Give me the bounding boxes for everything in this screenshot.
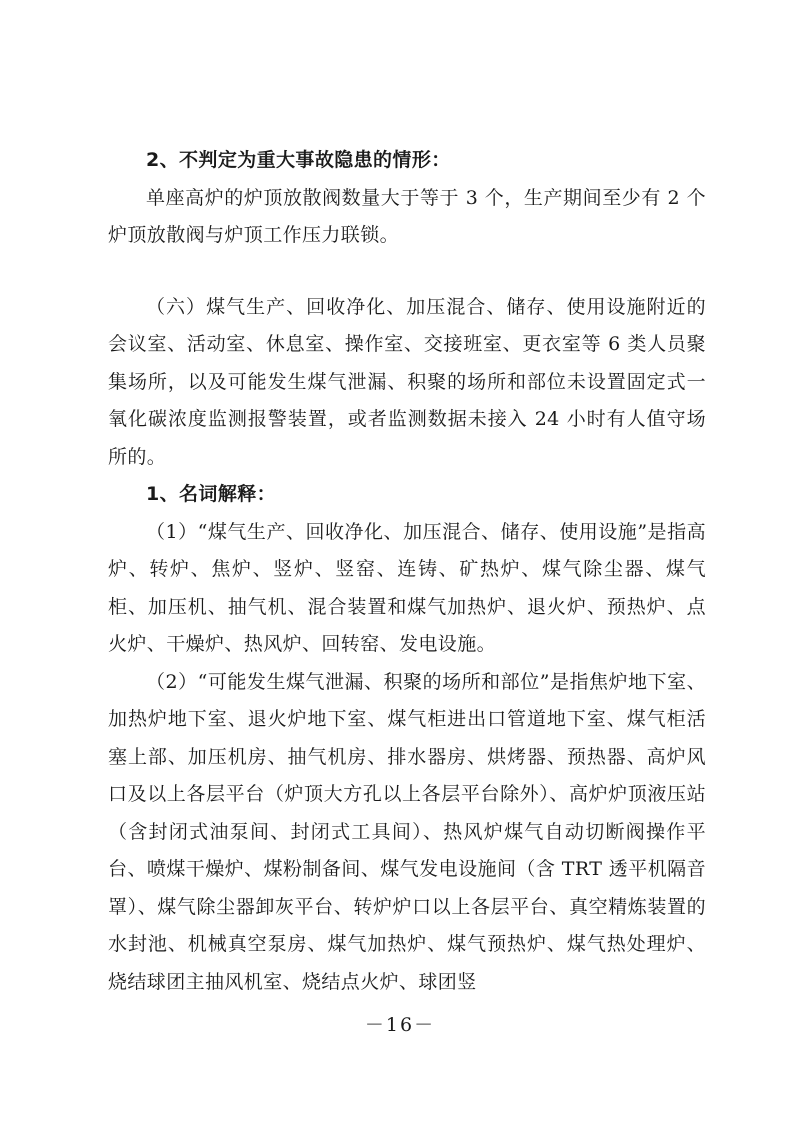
section-heading-term-definitions: 1、名词解释：	[146, 483, 277, 505]
document-body	[108, 142, 706, 1001]
section-heading-not-major-hazard: 2、不判定为重大事故隐患的情形：	[146, 149, 451, 171]
paragraph-term-one: （1）“煤气生产、回收净化、加压混合、储存、使用设施”是指高炉、转炉、焦炉、竖炉、竖窑、连铸、矿热炉、煤气除尘器、煤气柜、加压机、抽气机、混合装置和煤气加热炉、退火炉、预热炉、点火炉、干燥炉、热风炉、回转窑、发电设施。	[108, 520, 706, 655]
paragraph-section-six: （六）煤气生产、回收净化、加压混合、储存、使用设施附近的会议室、活动室、休息室、操作室、交接班室、更衣室等 6 类人员聚集场所，以及可能发生煤气泄漏、积聚的场所和部位未设置固定式一氧化碳浓度监测报警装置，或者监测数据未接入 24 小时有人值守场所的。	[108, 295, 706, 468]
paragraph-blast-furnace-valves: 单座高炉的炉顶放散阀数量大于等于 3 个，生产期间至少有 2 个炉顶放散阀与炉顶工作压力联锁。	[108, 186, 706, 246]
page-number: －16－	[364, 1014, 436, 1036]
paragraph-term-two: （2）“可能发生煤气泄漏、积聚的场所和部位”是指焦炉地下室、加热炉地下室、退火炉地下室、煤气柜进出口管道地下室、煤气柜活塞上部、加压机房、抽气机房、排水器房、烘烤器、预热器、高炉风口及以上各层平台（炉顶大方孔以上各层平台除外）、高炉炉顶液压站（含封闭式油泵间、封闭式工具间）、热风炉煤气自动切断阀操作平台、喷煤干燥炉、煤粉制备间、煤气发电设施间（含 TRT 透平机隔音罩）、煤气除尘器卸灰平台、转炉炉口以上各层平台、真空精炼装置的水封池、机械真空泵房、煤气加热炉、煤气预热炉、煤气热处理炉、烧结球团主抽风机室、烧结点火炉、球团竖	[108, 670, 706, 993]
